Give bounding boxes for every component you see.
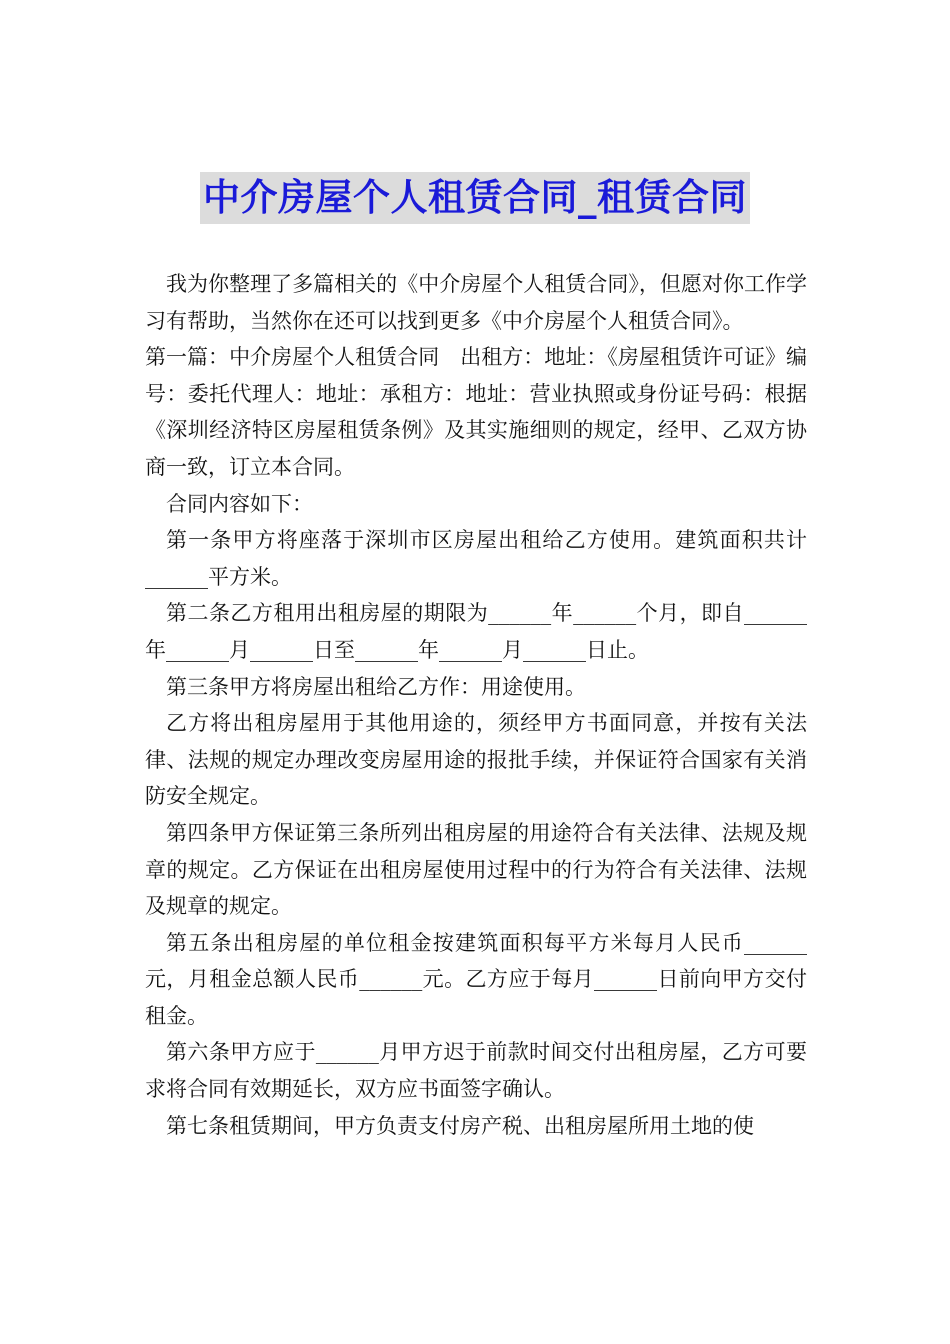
article-6-paragraph: 第六条甲方应于______月甲方迟于前款时间交付出租房屋，乙方可要求将合同有效期延长，双方应书面签字确认。: [145, 1040, 807, 1102]
title-container: [0, 172, 950, 224]
article-1-paragraph: 第一条甲方将座落于深圳市区房屋出租给乙方使用。建筑面积共计______平方米。: [145, 528, 807, 589]
contract-content-heading: 合同内容如下：: [166, 491, 313, 516]
article-4-paragraph: 第四条甲方保证第三条所列出租房屋的用途符合有关法律、法规及规章的规定。乙方保证在出租房屋使用过程中的行为符合有关法律、法规及规章的规定。: [145, 820, 807, 919]
section-one-paragraph: 第一篇：中介房屋个人租赁合同 出租方：地址：《房屋租赁许可证》编号：委托代理人：地址：承租方：地址：营业执照或身份证号码：根据《深圳经济特区房屋租赁条例》及其实施细则的规定，经甲、乙双方协商一致，订立本合同。: [145, 345, 807, 479]
article-5-paragraph: 第五条出租房屋的单位租金按建筑面积每平方米每月人民币______元，月租金总额人民币______元。乙方应于每月______日前向甲方交付租金。: [145, 930, 807, 1028]
article-7-paragraph: 第七条租赁期间，甲方负责支付房产税、出租房屋所用土地的使: [166, 1113, 754, 1138]
article-3-continuation-paragraph: 乙方将出租房屋用于其他用途的，须经甲方书面同意，并按有关法律、法规的规定办理改变房屋用途的报批手续，并保证符合国家有关消防安全规定。: [145, 711, 807, 809]
intro-paragraph: 我为你整理了多篇相关的《中介房屋个人租赁合同》，但愿对你工作学习有帮助，当然你在还可以找到更多《中介房屋个人租赁合同》。: [145, 272, 807, 333]
article-3-paragraph: 第三条甲方将房屋出租给乙方作：用途使用。: [166, 674, 586, 699]
article-2-paragraph: 第二条乙方租用出租房屋的期限为______年______个月，即自______年______月______日至______年______月______日止。: [145, 601, 807, 662]
document-body: [145, 266, 807, 1144]
document-title: 中介房屋个人租赁合同_租赁合同: [200, 172, 750, 224]
